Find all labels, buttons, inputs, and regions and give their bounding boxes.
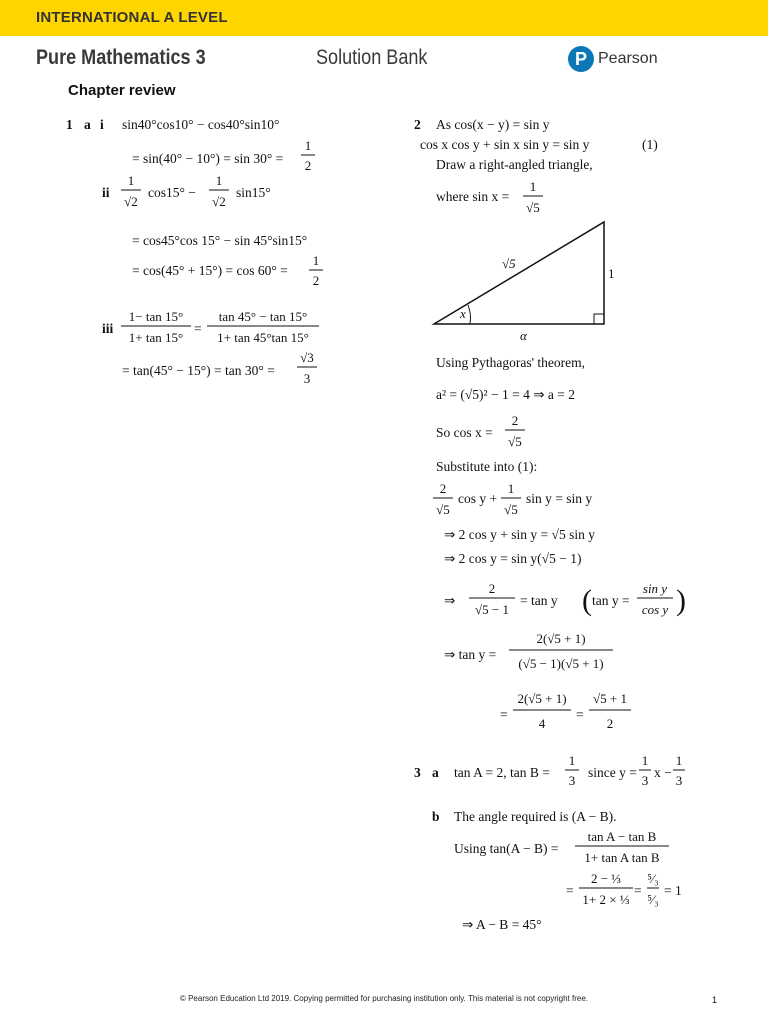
q3-a-x-minus: x − (654, 765, 672, 780)
q2-s1-frac2 (500, 480, 522, 522)
q1-i-half-fraction (300, 137, 316, 177)
svg-text:1: 1 (312, 253, 320, 268)
svg-text:⁵⁄₃: ⁵⁄₃ (647, 871, 659, 886)
solution-bank-label: Solution Bank (316, 46, 428, 69)
q1-i-line1: sin40°cos10° − cos40°sin10° (122, 117, 280, 132)
q2-so-cos: So cos x = (436, 425, 493, 440)
svg-text:1+ tan 15°: 1+ tan 15° (128, 330, 184, 345)
q3-a-since: since y = (588, 765, 637, 780)
svg-text:2(√5 + 1): 2(√5 + 1) (517, 691, 567, 706)
svg-text:1: 1 (529, 179, 537, 194)
svg-text:3: 3 (303, 371, 311, 386)
q3-b-final: ⇒ A − B = 45° (462, 917, 542, 932)
top-banner (0, 0, 768, 36)
svg-text:tan 45° − tan 15°: tan 45° − tan 15° (218, 309, 308, 324)
q1-iii-result (296, 349, 318, 391)
q1-number: 1 (66, 117, 73, 132)
svg-text:1: 1 (127, 173, 135, 188)
q2-line2: cos x cos y + sin x sin y = sin y (420, 137, 590, 152)
pearson-logo (568, 46, 658, 72)
q2-step3: ⇒ 2 cos y = sin y(√5 − 1) (444, 551, 582, 566)
q3-number: 3 (414, 765, 421, 780)
q2-line4: where sin x = (436, 189, 510, 204)
q3-a-frac1 (564, 752, 580, 792)
svg-text:(√5 − 1)(√5 + 1): (√5 − 1)(√5 + 1) (518, 656, 604, 671)
q2-step6-equals: = (500, 707, 508, 722)
svg-text:2: 2 (312, 273, 320, 288)
q1-ii-line3: = cos(45° + 15°) = cos 60° = (132, 263, 288, 278)
pearson-icon: P (568, 46, 594, 72)
q1-part-a: a (84, 117, 91, 132)
hypotenuse-label: √5 (502, 256, 516, 271)
q1-ii-frac1 (120, 172, 142, 214)
q2-line1: As cos(x − y) = sin y (436, 117, 550, 132)
svg-text:2: 2 (488, 581, 496, 596)
q2-step5-lhs: ⇒ tan y = (444, 647, 497, 662)
q3-b-using: Using tan(A − B) = (454, 841, 559, 856)
q2-note-close-paren: ) (676, 584, 686, 617)
svg-text:√5: √5 (526, 200, 540, 215)
q2-s1-frac1 (432, 480, 454, 522)
q1-sub-ii: ii (102, 185, 110, 200)
q3-b-text: The angle required is (A − B). (454, 809, 617, 824)
q1-iii-equals: = (194, 321, 202, 336)
svg-text:3: 3 (641, 773, 649, 788)
svg-text:1+ tan 45°tan 15°: 1+ tan 45°tan 15° (217, 330, 309, 345)
q1-ii-line2: = cos45°cos 15° − sin 45°sin15° (132, 233, 308, 248)
q1-sub-iii: iii (102, 321, 114, 336)
svg-text:1+ tan A tan B: 1+ tan A tan B (584, 850, 660, 865)
q2-sinx-frac (522, 178, 544, 220)
q3-b-equals2: = (634, 883, 642, 898)
q2-note-lhs: tan y = (592, 593, 630, 608)
q3-part-b: b (432, 809, 440, 824)
q1-ii-frac2 (208, 172, 230, 214)
q2-step2: ⇒ 2 cos y + sin y = √5 sin y (444, 527, 595, 542)
q2-step4-rhs: = tan y (520, 593, 558, 608)
q2-note-open-paren: ( (582, 584, 592, 617)
q2-step4-frac (468, 580, 516, 622)
svg-text:1: 1 (215, 173, 223, 188)
q2-s1-sin: sin y = sin y (526, 491, 593, 506)
opposite-label: 1 (608, 266, 615, 281)
svg-text:1: 1 (675, 753, 683, 768)
svg-text:1: 1 (304, 138, 312, 153)
adjacent-label: α (520, 328, 527, 343)
q3-b-formula-frac (574, 828, 670, 870)
svg-text:3: 3 (675, 773, 683, 788)
svg-text:2(√5 + 1): 2(√5 + 1) (536, 631, 586, 646)
svg-text:cos y: cos y (641, 602, 669, 617)
q2-pyth-heading: Using Pythagoras' theorem, (436, 355, 586, 370)
angle-arc (468, 305, 470, 324)
q2-step6-equals2: = (576, 707, 584, 722)
svg-text:1: 1 (641, 753, 649, 768)
svg-text:√5 − 1: √5 − 1 (475, 602, 509, 617)
svg-text:sin y: sin y (642, 581, 668, 596)
svg-text:3: 3 (568, 773, 576, 788)
q3-b-frac2 (578, 870, 634, 912)
svg-text:1+ 2 × ⅓: 1+ 2 × ⅓ (582, 892, 630, 907)
q1-ii-cos: cos15° − (148, 185, 196, 200)
page-heading: Chapter review (68, 82, 176, 99)
q2-number: 2 (414, 117, 421, 132)
svg-text:√5: √5 (508, 434, 522, 449)
q3-a-frac2 (638, 752, 652, 792)
q1-ii-sin: sin15° (236, 185, 271, 200)
q1-i-line2: = sin(40° − 10°) = sin 30° = (132, 151, 284, 166)
svg-text:⁵⁄₃: ⁵⁄₃ (647, 892, 659, 907)
q2-cos-frac (504, 412, 526, 454)
q2-eq-label: (1) (642, 137, 658, 152)
page-number: 1 (712, 995, 718, 1005)
svg-text:2: 2 (606, 716, 614, 731)
angle-label: x (460, 306, 466, 321)
svg-text:√5: √5 (436, 502, 450, 517)
svg-text:1: 1 (568, 753, 576, 768)
q1-sub-i: i (100, 117, 104, 132)
svg-text:√2: √2 (124, 194, 138, 209)
book-title: Pure Mathematics 3 (36, 46, 206, 69)
svg-text:tan A − tan B: tan A − tan B (587, 829, 657, 844)
q2-step6-frac1 (512, 688, 572, 736)
svg-text:1− tan 15°: 1− tan 15° (128, 309, 184, 324)
svg-text:2: 2 (439, 481, 447, 496)
pearson-wordmark: Pearson (598, 50, 658, 67)
q2-substitute: Substitute into (1): (436, 459, 538, 474)
svg-text:2 − ⅓: 2 − ⅓ (590, 871, 622, 886)
q2-pyth-equation: a² = (√5)² − 1 = 4 ⇒ a = 2 (436, 387, 575, 402)
q3-b-result: = 1 (664, 883, 682, 898)
q1-iii-rhs (206, 308, 320, 350)
right-triangle-diagram (430, 216, 620, 342)
q3-a-frac3 (672, 752, 686, 792)
q2-line3: Draw a right-angled triangle, (436, 157, 593, 172)
q3-b-frac3 (646, 870, 660, 912)
svg-text:2: 2 (304, 158, 312, 173)
svg-text:√5 + 1: √5 + 1 (593, 691, 627, 706)
q2-step5-frac (508, 628, 614, 678)
right-angle-marker (594, 314, 604, 324)
q1-iii-lhs (120, 308, 192, 350)
q2-s1-cos: cos y + (458, 491, 498, 506)
q2-step6-frac2 (588, 688, 632, 736)
svg-text:1: 1 (507, 481, 515, 496)
q1-iii-line2: = tan(45° − 15°) = tan 30° = (122, 363, 275, 378)
q3-a-text: tan A = 2, tan B = (454, 765, 550, 780)
svg-text:√3: √3 (300, 350, 314, 365)
q1-ii-half-fraction (308, 252, 324, 292)
q3-part-a: a (432, 765, 439, 780)
svg-text:√2: √2 (212, 194, 226, 209)
svg-text:√5: √5 (504, 502, 518, 517)
q2-step4-arrow: ⇒ (444, 593, 456, 608)
q2-note-frac (636, 580, 674, 622)
level-label: INTERNATIONAL A LEVEL (36, 9, 228, 26)
svg-text:4: 4 (538, 716, 546, 731)
svg-text:2: 2 (511, 413, 519, 428)
q3-b-equals1: = (566, 883, 574, 898)
copyright-footer: © Pearson Education Ltd 2019. Copying permitted for purchasing institution only. This material is not copyright free. (179, 994, 589, 1003)
